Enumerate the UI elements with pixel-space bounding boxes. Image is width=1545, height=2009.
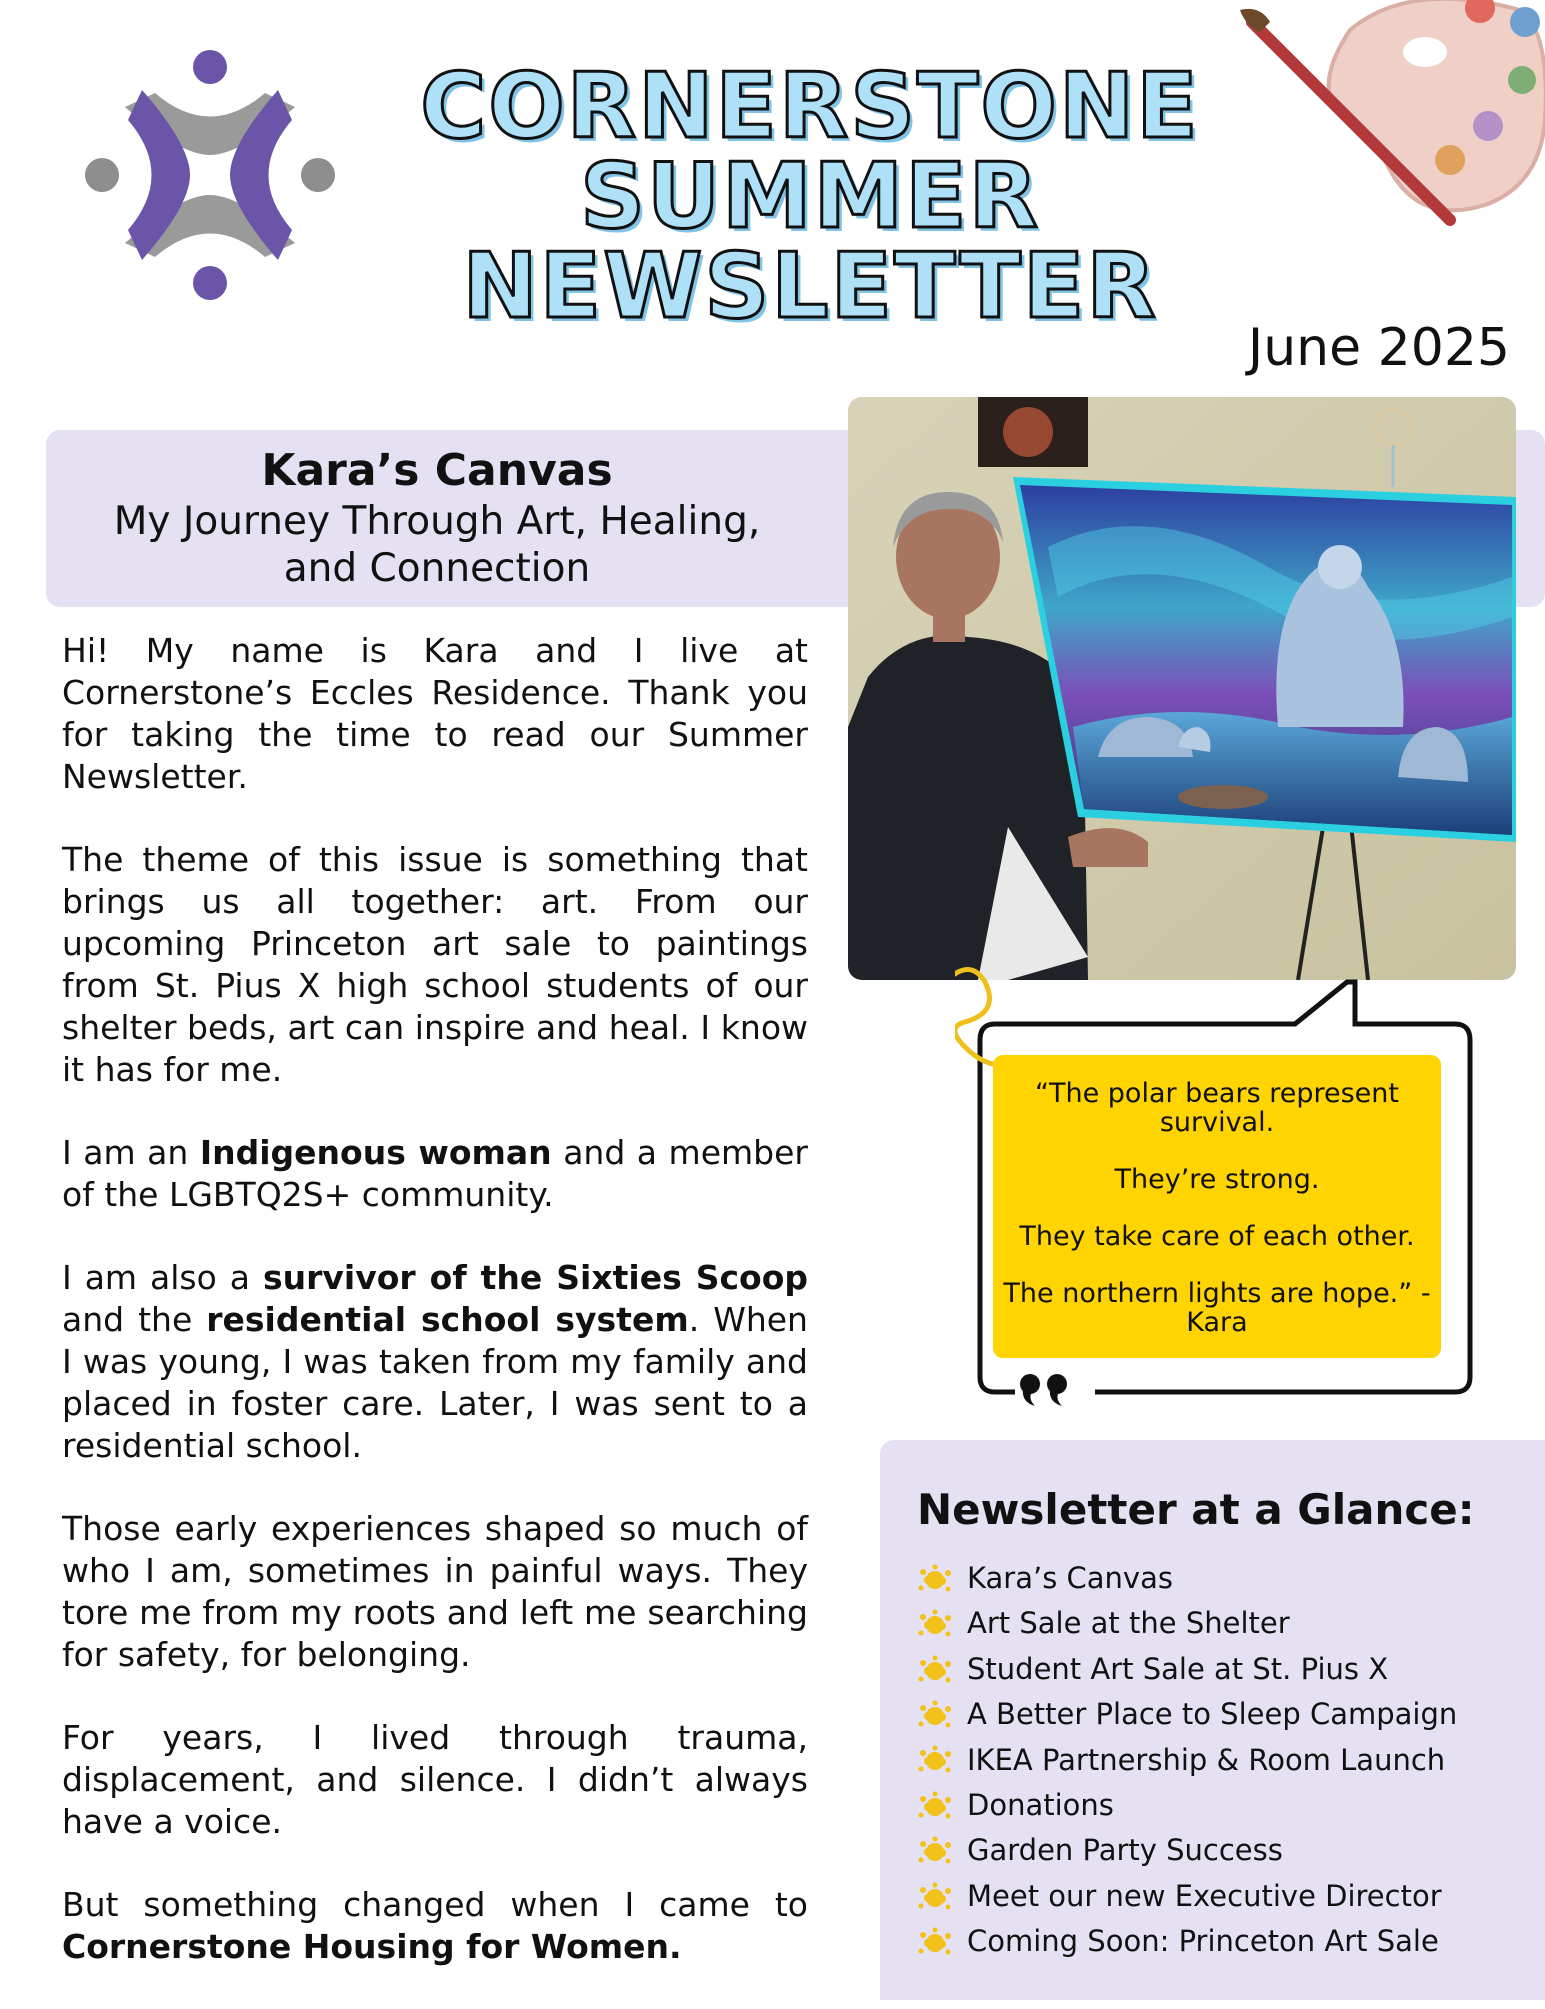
subtitle-line: My Journey Through Art, Healing, — [113, 499, 761, 544]
glance-item-label: IKEA Partnership & Room Launch — [967, 1742, 1446, 1777]
newsletter-title — [400, 54, 1220, 339]
title-line: NEWSLETTER — [462, 234, 1158, 339]
title-line: SUMMER — [580, 144, 1040, 249]
title-line: CORNERSTONE — [420, 54, 1200, 159]
quote-line: The northern lights are hope.” - Kara — [1003, 1278, 1431, 1338]
paragraph — [62, 1257, 808, 1467]
cornerstone-logo-icon — [80, 45, 340, 305]
paint-splat-bullet-icon — [915, 1791, 953, 1821]
glance-item-label: Meet our new Executive Director — [967, 1878, 1442, 1913]
paragraph — [62, 1884, 808, 1968]
glance-item-label: Donations — [967, 1788, 1114, 1823]
bold-text: survivor of the Sixties Scoop — [262, 1258, 808, 1297]
glance-item — [915, 1738, 1457, 1783]
quote-marks-icon — [1015, 1372, 1075, 1408]
kara-painting-photo — [848, 397, 1516, 980]
quote-line: They take care of each other. — [1019, 1221, 1415, 1252]
paint-splat-bullet-icon — [915, 1927, 953, 1957]
glance-item-label: Art Sale at the Shelter — [967, 1606, 1290, 1641]
text: I am also a — [62, 1258, 263, 1297]
text: I am an — [62, 1133, 200, 1172]
glance-list — [915, 1556, 1457, 1965]
paint-splat-bullet-icon — [915, 1609, 953, 1639]
glance-item-label: Kara’s Canvas — [967, 1561, 1173, 1595]
paragraph — [62, 1132, 808, 1216]
paint-palette-icon — [1240, 0, 1545, 230]
glance-item-label: Garden Party Success — [967, 1833, 1283, 1868]
paint-splat-bullet-icon — [915, 1700, 953, 1730]
article-title: Kara’s Canvas — [261, 445, 613, 496]
paint-splat-bullet-icon — [915, 1655, 953, 1685]
bold-text: Cornerstone Housing for Women. — [62, 1927, 682, 1966]
article-heading — [46, 444, 828, 592]
quote-line: “The polar bears represent survival. — [1035, 1078, 1399, 1138]
glance-item — [915, 1828, 1457, 1873]
glance-item-label: Student Art Sale at St. Pius X — [967, 1651, 1389, 1686]
glance-item-label: Coming Soon: Princeton Art Sale — [967, 1924, 1439, 1959]
paint-splat-bullet-icon — [915, 1882, 953, 1912]
kara-quote — [993, 1055, 1441, 1358]
glance-item — [915, 1919, 1457, 1964]
glance-item — [915, 1692, 1457, 1737]
glance-item — [915, 1647, 1457, 1692]
paint-splat-bullet-icon — [915, 1564, 953, 1594]
glance-item — [915, 1874, 1457, 1919]
paint-splat-bullet-icon — [915, 1836, 953, 1866]
issue-date: June 2025 — [1247, 318, 1510, 378]
paragraph: For years, I lived through trauma, displacement, and silence. I didn’t always have a voice. — [62, 1718, 808, 1841]
text: . When I was young, I was taken from my family and placed in foster care. Later, I was sent to a residential school. — [62, 1300, 808, 1465]
article-subtitle — [46, 498, 828, 592]
paragraph: Hi! My name is Kara and I live at Cornerstone’s Eccles Residence. Thank you for taking the time to read our Summer Newsletter. — [62, 631, 808, 796]
paragraph: The theme of this issue is something that brings us all together: art. From our upcoming Princeton art sale to paintings from St. Pius X high school students of our shelter beds, art can inspire and heal. I know it has for me. — [62, 840, 808, 1089]
subtitle-line: and Connection — [283, 546, 591, 591]
glance-item-label: A Better Place to Sleep Campaign — [967, 1697, 1458, 1732]
quote-line: They’re strong. — [1114, 1164, 1320, 1195]
glance-item — [915, 1783, 1457, 1828]
text: and the — [62, 1300, 207, 1339]
glance-item — [915, 1556, 1457, 1601]
bold-text: residential school system — [206, 1300, 689, 1339]
glance-title: Newsletter at a Glance: — [917, 1485, 1475, 1534]
text: and a member of the LGBTQ2S+ community. — [62, 1133, 808, 1214]
article-body — [62, 630, 808, 2009]
bold-text: Indigenous woman — [199, 1133, 552, 1172]
glance-item — [915, 1601, 1457, 1646]
text: But something changed when I came to — [62, 1885, 808, 1924]
paint-splat-bullet-icon — [915, 1745, 953, 1775]
paragraph: Those early experiences shaped so much of who I am, sometimes in painful ways. They tore me from my roots and left me searching for safety, for belonging. — [62, 1509, 808, 1674]
